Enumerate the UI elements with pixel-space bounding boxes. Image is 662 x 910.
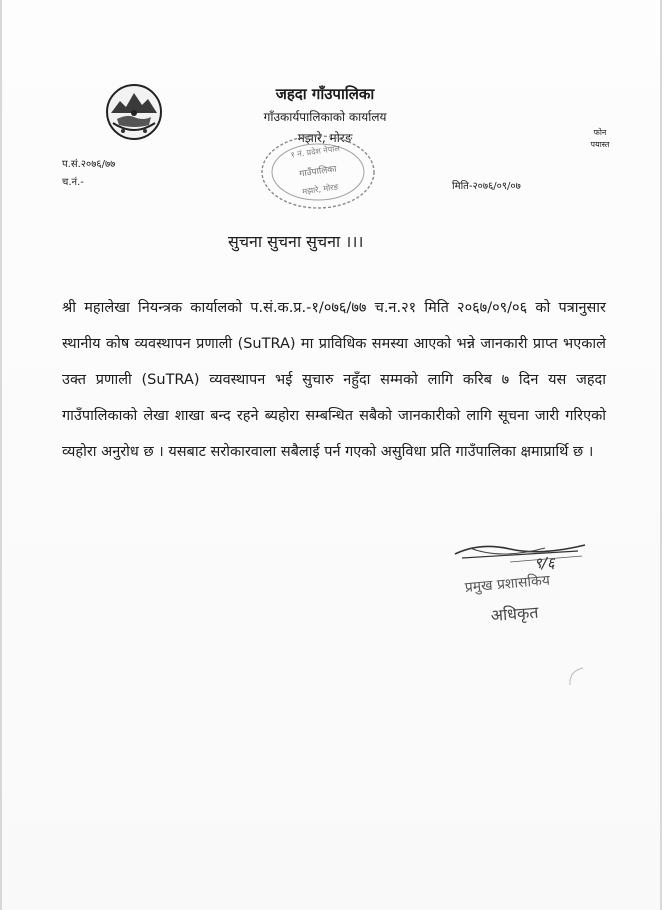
notice-body: श्री महालेखा नियन्त्रक कार्यालको प.सं.क.प्र.-१/०७६/७७ च.न.२१ मिति २०६७/०९/०६ को पत्रानुसार स्थानीय कोष व्यवस्थापन प्रणाली (SuTRA) मा प्राविधिक समस्या आएको भन्ने जानकारी प्राप्त भएकाले उक्त प्रणाली (SuTRA) व्यवस्थापन भई सुचारु नहुँदा सम्मको लागि करिब ७ दिन यस जहदा गाउँपालिकाको लेखा शाखा बन्द रहने ब्यहोरा सम्बन्धित सबैको जानकारीको लागि सूचना जारी गरिएको व्यहोरा अनुरोध छ । यसबाट सरोकारवाला सबैलाई पर्न गएको असुविधा प्रति गाउँपालिका क्षमाप्रार्थि छ । — [62, 300, 606, 460]
office-name: गाँउकार्यपालिकाको कार्यालय — [263, 110, 387, 124]
letter-date: मिति-२०७६/०९/०७ — [452, 181, 521, 192]
letter-number: प.सं.२०७६/७७ — [62, 159, 116, 170]
signatory-title-line-1: प्रमुख प्रशासकिय — [464, 572, 551, 596]
stamp-line-2: गाउँपालिका — [298, 164, 338, 180]
dispatch-number: च.नं.- — [62, 177, 84, 188]
page-left-edge — [0, 0, 2, 910]
nepal-emblem-icon — [105, 83, 163, 141]
contact-block — [570, 127, 630, 151]
office-stamp — [258, 132, 378, 212]
phone-value: पयास्त — [590, 140, 610, 149]
signatory-title-line-2: अधिकृत — [490, 602, 539, 625]
paper-mark — [565, 665, 587, 687]
org-name: जहदा गाँउपालिका — [275, 85, 375, 103]
signature-number: ९/६ — [534, 554, 555, 572]
notice-title: सुचना सुचना सुचना ।।। — [228, 232, 364, 251]
phone-label: फोन — [593, 128, 607, 137]
stamp-line-1: १ नं. प्रदेश नेपाल — [290, 143, 341, 160]
stamp-line-3: मझारे, मोरङ — [301, 182, 340, 197]
office-location: मझारे, मोरङ — [297, 131, 353, 145]
